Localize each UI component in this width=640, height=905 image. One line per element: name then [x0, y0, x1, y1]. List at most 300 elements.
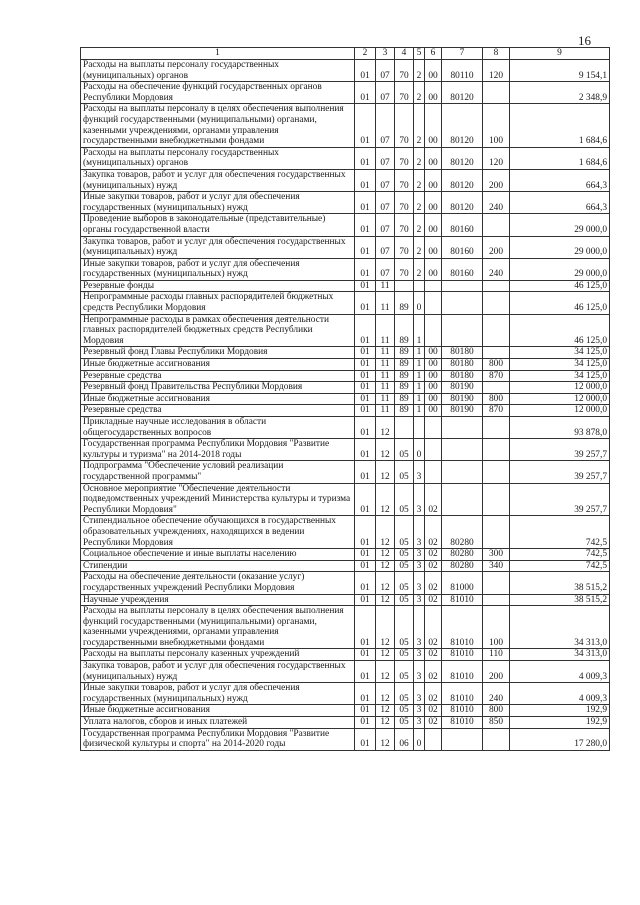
program-code: 05 [395, 483, 414, 516]
section-code: 01 [355, 347, 376, 359]
subsection-code: 11 [376, 292, 395, 314]
section-code: 01 [355, 572, 376, 594]
header-row [81, 48, 610, 60]
subprogram-code: 0 [414, 728, 425, 750]
direction-code: 80120 [442, 147, 483, 169]
table-row [81, 147, 610, 169]
section-code: 01 [355, 717, 376, 729]
direction-code: 80160 [442, 258, 483, 280]
direction-code: 80180 [442, 347, 483, 359]
expense-type-code: 240 [483, 192, 510, 214]
program-code: 05 [395, 705, 414, 717]
subprogram-code: 3 [414, 649, 425, 661]
table-row [81, 572, 610, 594]
subprogram-code: 0 [414, 292, 425, 314]
program-code: 70 [395, 192, 414, 214]
activity-code: 02 [425, 483, 442, 516]
section-code: 01 [355, 280, 376, 292]
amount: 742,5 [510, 560, 610, 572]
subprogram-code: 3 [414, 572, 425, 594]
subprogram-code: 2 [414, 258, 425, 280]
column-header: 1 [81, 48, 355, 60]
section-code: 01 [355, 192, 376, 214]
program-code: 05 [395, 683, 414, 705]
direction-code: 80280 [442, 516, 483, 549]
activity-code: 02 [425, 649, 442, 661]
subsection-code: 12 [376, 683, 395, 705]
direction-code: 80180 [442, 370, 483, 382]
table-row [81, 516, 610, 549]
activity-code [425, 417, 442, 439]
subprogram-code: 3 [414, 461, 425, 483]
amount: 34 125,0 [510, 370, 610, 382]
program-code: 05 [395, 572, 414, 594]
section-code: 01 [355, 292, 376, 314]
section-code: 01 [355, 728, 376, 750]
direction-code: 81010 [442, 717, 483, 729]
table-row [81, 728, 610, 750]
row-description: Иные бюджетные ассигнования [81, 359, 355, 371]
activity-code: 00 [425, 382, 442, 394]
subsection-code: 12 [376, 549, 395, 561]
activity-code: 00 [425, 104, 442, 147]
direction-code: 81010 [442, 683, 483, 705]
table-row [81, 393, 610, 405]
expense-type-code: 240 [483, 683, 510, 705]
expense-type-code: 100 [483, 104, 510, 147]
program-code: 89 [395, 405, 414, 417]
section-code: 01 [355, 258, 376, 280]
table-row [81, 292, 610, 314]
section-code: 01 [355, 382, 376, 394]
section-code: 01 [355, 82, 376, 104]
amount: 1 684,6 [510, 147, 610, 169]
subprogram-code [414, 417, 425, 439]
amount: 192,9 [510, 705, 610, 717]
subsection-code: 07 [376, 192, 395, 214]
subsection-code: 07 [376, 258, 395, 280]
amount: 38 515,2 [510, 594, 610, 606]
section-code: 01 [355, 370, 376, 382]
program-code: 70 [395, 104, 414, 147]
table-row [81, 280, 610, 292]
row-description: Иные закупки товаров, работ и услуг для обеспечения государственных (муниципальных) нужд [81, 192, 355, 214]
amount: 34 313,0 [510, 606, 610, 649]
subprogram-code: 1 [414, 405, 425, 417]
section-code: 01 [355, 549, 376, 561]
row-description: Резервные фонды [81, 280, 355, 292]
section-code: 01 [355, 661, 376, 683]
activity-code: 02 [425, 560, 442, 572]
activity-code: 00 [425, 359, 442, 371]
table-row [81, 606, 610, 649]
program-code: 05 [395, 461, 414, 483]
subprogram-code: 2 [414, 147, 425, 169]
subsection-code: 12 [376, 461, 395, 483]
amount: 39 257,7 [510, 439, 610, 461]
row-description: Государственная программа Республики Мордовия "Развитие физической культуры и спорта" на 2014-2020 годы [81, 728, 355, 750]
expense-type-code [483, 214, 510, 236]
table-row [81, 382, 610, 394]
section-code: 01 [355, 393, 376, 405]
program-code: 05 [395, 560, 414, 572]
expense-type-code [483, 483, 510, 516]
amount: 39 257,7 [510, 483, 610, 516]
section-code: 01 [355, 439, 376, 461]
activity-code: 00 [425, 370, 442, 382]
row-description: Подпрограмма "Обеспечение условий реализации государственной программы" [81, 461, 355, 483]
direction-code: 80190 [442, 393, 483, 405]
table-row [81, 314, 610, 347]
program-code: 05 [395, 717, 414, 729]
table-row [81, 483, 610, 516]
subprogram-code: 1 [414, 347, 425, 359]
direction-code: 80280 [442, 560, 483, 572]
direction-code: 81000 [442, 572, 483, 594]
subsection-code: 12 [376, 439, 395, 461]
section-code: 01 [355, 417, 376, 439]
subprogram-code: 3 [414, 594, 425, 606]
subprogram-code: 3 [414, 705, 425, 717]
subprogram-code: 3 [414, 549, 425, 561]
expense-type-code [483, 382, 510, 394]
activity-code: 02 [425, 572, 442, 594]
program-code: 06 [395, 728, 414, 750]
subsection-code: 11 [376, 359, 395, 371]
table-row [81, 717, 610, 729]
table-row [81, 192, 610, 214]
table-row [81, 661, 610, 683]
amount: 2 348,9 [510, 82, 610, 104]
amount: 9 154,1 [510, 60, 610, 82]
subsection-code: 12 [376, 717, 395, 729]
subsection-code: 07 [376, 147, 395, 169]
table-row [81, 594, 610, 606]
section-code: 01 [355, 104, 376, 147]
subprogram-code: 2 [414, 82, 425, 104]
expense-type-code: 200 [483, 661, 510, 683]
table-row [81, 705, 610, 717]
direction-code: 81010 [442, 594, 483, 606]
activity-code: 00 [425, 82, 442, 104]
table-body [81, 60, 610, 751]
table-row [81, 683, 610, 705]
amount: 742,5 [510, 549, 610, 561]
row-description: Научные учреждения [81, 594, 355, 606]
amount: 29 000,0 [510, 236, 610, 258]
amount: 12 000,0 [510, 405, 610, 417]
direction-code [442, 483, 483, 516]
subprogram-code: 3 [414, 717, 425, 729]
column-header: 6 [425, 48, 442, 60]
section-code: 01 [355, 594, 376, 606]
amount: 192,9 [510, 717, 610, 729]
section-code: 01 [355, 516, 376, 549]
activity-code: 02 [425, 594, 442, 606]
activity-code: 02 [425, 549, 442, 561]
amount: 29 000,0 [510, 258, 610, 280]
activity-code: 00 [425, 405, 442, 417]
direction-code [442, 728, 483, 750]
table-row [81, 405, 610, 417]
direction-code: 80120 [442, 169, 483, 191]
subsection-code: 12 [376, 483, 395, 516]
activity-code [425, 728, 442, 750]
column-header: 4 [395, 48, 414, 60]
expense-type-code: 240 [483, 258, 510, 280]
activity-code [425, 292, 442, 314]
section-code: 01 [355, 560, 376, 572]
subsection-code: 12 [376, 705, 395, 717]
program-code: 89 [395, 382, 414, 394]
subprogram-code: 1 [414, 382, 425, 394]
row-description: Непрограммные расходы в рамках обеспечения деятельности главных распорядителей бюджетных средств Республики Мордовия [81, 314, 355, 347]
program-code [395, 280, 414, 292]
subsection-code: 07 [376, 214, 395, 236]
table-row [81, 370, 610, 382]
subsection-code: 12 [376, 728, 395, 750]
subsection-code: 11 [376, 280, 395, 292]
amount: 4 009,3 [510, 661, 610, 683]
subsection-code: 11 [376, 393, 395, 405]
activity-code [425, 280, 442, 292]
table-row [81, 169, 610, 191]
direction-code: 80160 [442, 236, 483, 258]
program-code: 05 [395, 549, 414, 561]
amount: 664,3 [510, 192, 610, 214]
section-code: 01 [355, 236, 376, 258]
subsection-code: 12 [376, 572, 395, 594]
row-description: Закупка товаров, работ и услуг для обеспечения государственных (муниципальных) нужд [81, 661, 355, 683]
direction-code: 80120 [442, 192, 483, 214]
subsection-code: 11 [376, 405, 395, 417]
row-description: Расходы на выплаты персоналу государственных (муниципальных) органов [81, 60, 355, 82]
table-row [81, 359, 610, 371]
expense-type-code [483, 417, 510, 439]
program-code: 70 [395, 82, 414, 104]
expense-type-code: 340 [483, 560, 510, 572]
activity-code: 00 [425, 192, 442, 214]
direction-code: 80280 [442, 549, 483, 561]
direction-code: 80180 [442, 359, 483, 371]
subprogram-code: 3 [414, 483, 425, 516]
row-description: Расходы на выплаты персоналу казенных учреждений [81, 649, 355, 661]
row-description: Социальное обеспечение и иные выплаты населению [81, 549, 355, 561]
row-description: Резервные средства [81, 370, 355, 382]
table-row [81, 347, 610, 359]
page-number: 16 [578, 33, 591, 48]
section-code: 01 [355, 314, 376, 347]
amount: 38 515,2 [510, 572, 610, 594]
amount: 12 000,0 [510, 393, 610, 405]
subprogram-code: 2 [414, 169, 425, 191]
expense-type-code [483, 461, 510, 483]
program-code: 70 [395, 214, 414, 236]
row-description: Расходы на выплаты персоналу государственных (муниципальных) органов [81, 147, 355, 169]
subsection-code: 11 [376, 370, 395, 382]
section-code: 01 [355, 169, 376, 191]
program-code: 05 [395, 516, 414, 549]
subsection-code: 07 [376, 236, 395, 258]
direction-code [442, 314, 483, 347]
program-code: 05 [395, 439, 414, 461]
expense-type-code: 200 [483, 236, 510, 258]
program-code: 89 [395, 347, 414, 359]
amount: 742,5 [510, 516, 610, 549]
direction-code: 80110 [442, 60, 483, 82]
expense-type-code [483, 292, 510, 314]
subsection-code: 12 [376, 606, 395, 649]
expense-type-code: 120 [483, 60, 510, 82]
program-code: 05 [395, 594, 414, 606]
subsection-code: 07 [376, 104, 395, 147]
section-code: 01 [355, 359, 376, 371]
direction-code [442, 461, 483, 483]
row-description: Иные закупки товаров, работ и услуг для обеспечения государственных (муниципальных) нужд [81, 258, 355, 280]
amount: 1 684,6 [510, 104, 610, 147]
subsection-code: 11 [376, 347, 395, 359]
direction-code: 81010 [442, 661, 483, 683]
subprogram-code: 2 [414, 192, 425, 214]
program-code: 70 [395, 236, 414, 258]
row-description: Стипендии [81, 560, 355, 572]
column-header: 3 [376, 48, 395, 60]
section-code: 01 [355, 461, 376, 483]
subprogram-code: 3 [414, 606, 425, 649]
direction-code: 81010 [442, 705, 483, 717]
amount: 29 000,0 [510, 214, 610, 236]
row-description: Резервные средства [81, 405, 355, 417]
subsection-code: 12 [376, 661, 395, 683]
row-description: Расходы на выплаты персоналу в целях обеспечения выполнения функций государственными (муниципальными) органами, казенными учреждениями, органами управления государственными внебюджетными фондами [81, 104, 355, 147]
amount: 46 125,0 [510, 280, 610, 292]
row-description: Расходы на выплаты персоналу в целях обеспечения выполнения функций государственными (муниципальными) органами, казенными учреждениями, органами управления государственными внебюджетными фондами [81, 606, 355, 649]
column-header: 8 [483, 48, 510, 60]
subsection-code: 07 [376, 82, 395, 104]
amount: 46 125,0 [510, 314, 610, 347]
section-code: 01 [355, 147, 376, 169]
expense-type-code: 800 [483, 393, 510, 405]
amount: 34 125,0 [510, 347, 610, 359]
row-description: Резервный фонд Правительства Республики Мордовия [81, 382, 355, 394]
subsection-code: 07 [376, 60, 395, 82]
expense-type-code: 870 [483, 370, 510, 382]
amount: 93 878,0 [510, 417, 610, 439]
expense-type-code: 800 [483, 359, 510, 371]
activity-code: 02 [425, 516, 442, 549]
amount: 39 257,7 [510, 461, 610, 483]
direction-code [442, 280, 483, 292]
section-code: 01 [355, 683, 376, 705]
activity-code: 02 [425, 606, 442, 649]
subsection-code: 11 [376, 314, 395, 347]
column-header: 2 [355, 48, 376, 60]
program-code: 05 [395, 649, 414, 661]
program-code: 05 [395, 661, 414, 683]
subprogram-code: 2 [414, 214, 425, 236]
program-code: 70 [395, 60, 414, 82]
activity-code [425, 461, 442, 483]
row-description: Прикладные научные исследования в области общегосударственных вопросов [81, 417, 355, 439]
program-code: 05 [395, 606, 414, 649]
expense-type-code: 850 [483, 717, 510, 729]
column-header: 9 [510, 48, 610, 60]
row-description: Иные закупки товаров, работ и услуг для обеспечения государственных (муниципальных) нужд [81, 683, 355, 705]
table-row [81, 649, 610, 661]
amount: 4 009,3 [510, 683, 610, 705]
subsection-code: 12 [376, 516, 395, 549]
activity-code: 02 [425, 661, 442, 683]
section-code: 01 [355, 606, 376, 649]
program-code: 89 [395, 393, 414, 405]
budget-table [80, 47, 610, 751]
subprogram-code [414, 280, 425, 292]
row-description: Уплата налогов, сборов и иных платежей [81, 717, 355, 729]
expense-type-code: 120 [483, 147, 510, 169]
expense-type-code: 200 [483, 169, 510, 191]
section-code: 01 [355, 483, 376, 516]
subprogram-code: 2 [414, 104, 425, 147]
column-header: 7 [442, 48, 483, 60]
expense-type-code: 300 [483, 549, 510, 561]
subsection-code: 12 [376, 649, 395, 661]
table-row [81, 560, 610, 572]
row-description: Резервный фонд Главы Республики Мордовия [81, 347, 355, 359]
expense-type-code [483, 728, 510, 750]
expense-type-code [483, 439, 510, 461]
subprogram-code: 3 [414, 683, 425, 705]
activity-code: 00 [425, 393, 442, 405]
direction-code: 80190 [442, 382, 483, 394]
direction-code [442, 292, 483, 314]
direction-code [442, 417, 483, 439]
amount: 46 125,0 [510, 292, 610, 314]
subprogram-code: 1 [414, 370, 425, 382]
subprogram-code: 1 [414, 314, 425, 347]
row-description: Расходы на обеспечение функций государственных органов Республики Мордовия [81, 82, 355, 104]
expense-type-code [483, 314, 510, 347]
row-description: Государственная программа Республики Мордовия "Развитие культуры и туризма" на 2014-2018 годы [81, 439, 355, 461]
expense-type-code: 100 [483, 606, 510, 649]
subsection-code: 12 [376, 594, 395, 606]
row-description: Закупка товаров, работ и услуг для обеспечения государственных (муниципальных) нужд [81, 236, 355, 258]
subsection-code: 12 [376, 560, 395, 572]
direction-code: 81010 [442, 649, 483, 661]
row-description: Непрограммные расходы главных распорядителей бюджетных средств Республики Мордовия [81, 292, 355, 314]
subprogram-code: 3 [414, 516, 425, 549]
activity-code: 00 [425, 258, 442, 280]
expense-type-code [483, 594, 510, 606]
subsection-code: 12 [376, 417, 395, 439]
program-code: 70 [395, 169, 414, 191]
activity-code [425, 439, 442, 461]
program-code: 89 [395, 314, 414, 347]
activity-code: 02 [425, 705, 442, 717]
activity-code: 00 [425, 169, 442, 191]
subprogram-code: 1 [414, 359, 425, 371]
section-code: 01 [355, 705, 376, 717]
table-row [81, 461, 610, 483]
subsection-code: 11 [376, 382, 395, 394]
expense-type-code [483, 347, 510, 359]
direction-code: 80120 [442, 82, 483, 104]
expense-type-code [483, 82, 510, 104]
direction-code: 81010 [442, 606, 483, 649]
activity-code [425, 314, 442, 347]
subprogram-code: 2 [414, 236, 425, 258]
table-row [81, 214, 610, 236]
activity-code: 00 [425, 147, 442, 169]
